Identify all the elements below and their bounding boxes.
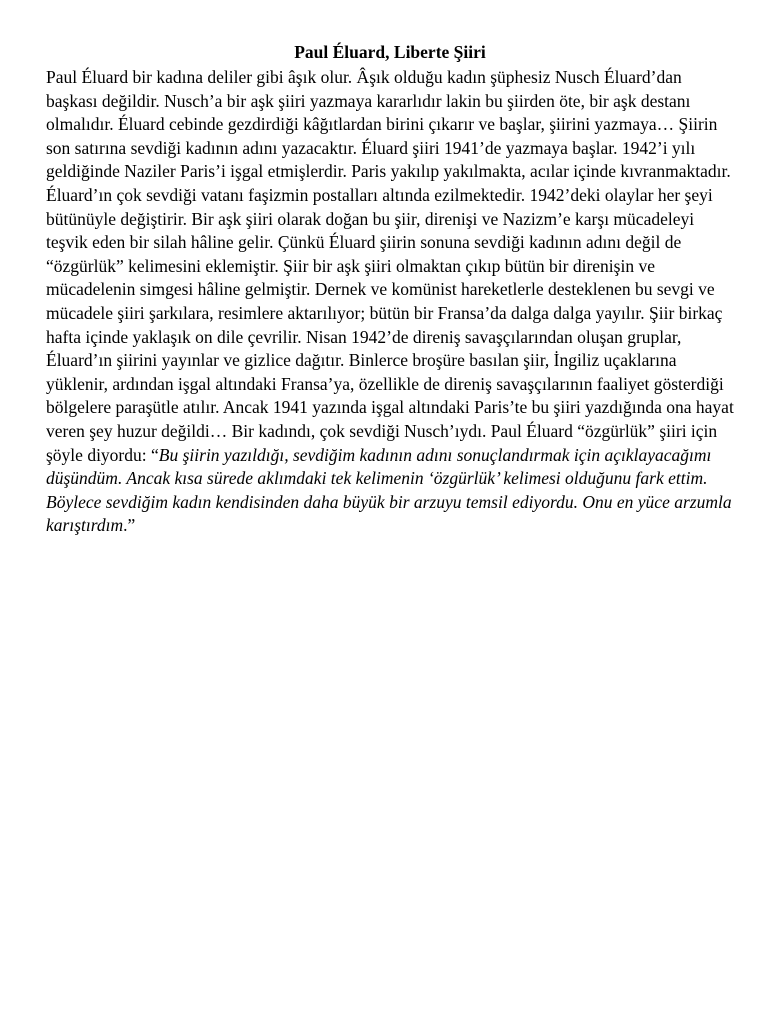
quote-close-mark: .” xyxy=(123,515,136,536)
document-page xyxy=(46,40,734,538)
body-paragraph xyxy=(46,66,734,538)
paragraph-text: Paul Éluard bir kadına deliler gibi âşık olur. Âşık olduğu kadın şüphesiz Nusch Éluard’dan başkası değildir. Nusch’a bir aşk şiiri yazmaya kararlıdır lakin bu şiirden öte, bir aşk destanı olmalıdır. Éluard cebinde gezdirdiği kâğıtlardan birini çıkarır ve başlar, şiirini yazmaya… Şiirin son satırına sevdiği kadının adını yazacaktır. Éluard şiiri 1941’de yazmaya başlar. 1942’i yılı geldiğinde Naziler Paris’i işgal etmişlerdir. Paris yakılıp yakılmakta, acılar içinde kıvranmaktadır. Éluard’ın çok sevdiği vatanı faşizmin postalları altında ezilmektedir. 1942’deki olaylar her şeyi bütünüyle değiştirir. Bir aşk şiiri olarak doğan bu şiir, direnişi ve Nazizm’e karşı mücadeleyi teşvik eden bir silah hâline gelir. Çünkü Éluard şiirin sonuna sevdiği kadının adını değil de “özgürlük” kelimesini eklemiştir. Şiir bir aşk şiiri olmaktan çıkıp bütün bir direnişin ve mücadelenin simgesi hâline gelmiştir. Dernek ve komünist hareketlerle desteklenen bu sevgi ve mücadele şiiri şarkılara, resimlere aktarılıyor; bütün bir Fransa’da dalga dalga yayılır. Şiir birkaç hafta içinde yaklaşık on dile çevrilir. Nisan 1942’de direniş savaşçılarından oluşan gruplar, Éluard’ın şiirini yayınlar ve gizlice dağıtır. Binlerce broşüre basılan şiir, İngiliz uçaklarına yüklenir, ardından işgal altındaki Fransa’ya, özellikle de direniş savaşçılarının faaliyet gösterdiği bölgelere paraşütle atılır. Ancak 1941 yazında işgal altındaki Paris’te bu şiiri yazdığında ona hayat veren şey huzur değildi… Bir kadındı, çok sevdiği Nusch’ıydı. Paul Éluard “özgürlük” şiiri için şöyle diyordu: xyxy=(46,67,734,465)
quote-open-mark: “ xyxy=(151,444,159,465)
eluard-quote: Bu şiirin yazıldığı, sevdiğim kadının adını sonuçlandırmak için açıklayacağımı düşündüm. Ancak kısa sürede aklımdaki tek kelimenin ‘özgürlük’ kelimesi olduğunu fark ettim. Böylece sevdiğim kadın kendisinden daha büyük bir arzuyu temsil ediyordu. Onu en yüce arzumla karıştırdım xyxy=(46,444,732,536)
document-title: Paul Éluard, Liberte Şiiri xyxy=(294,42,486,62)
